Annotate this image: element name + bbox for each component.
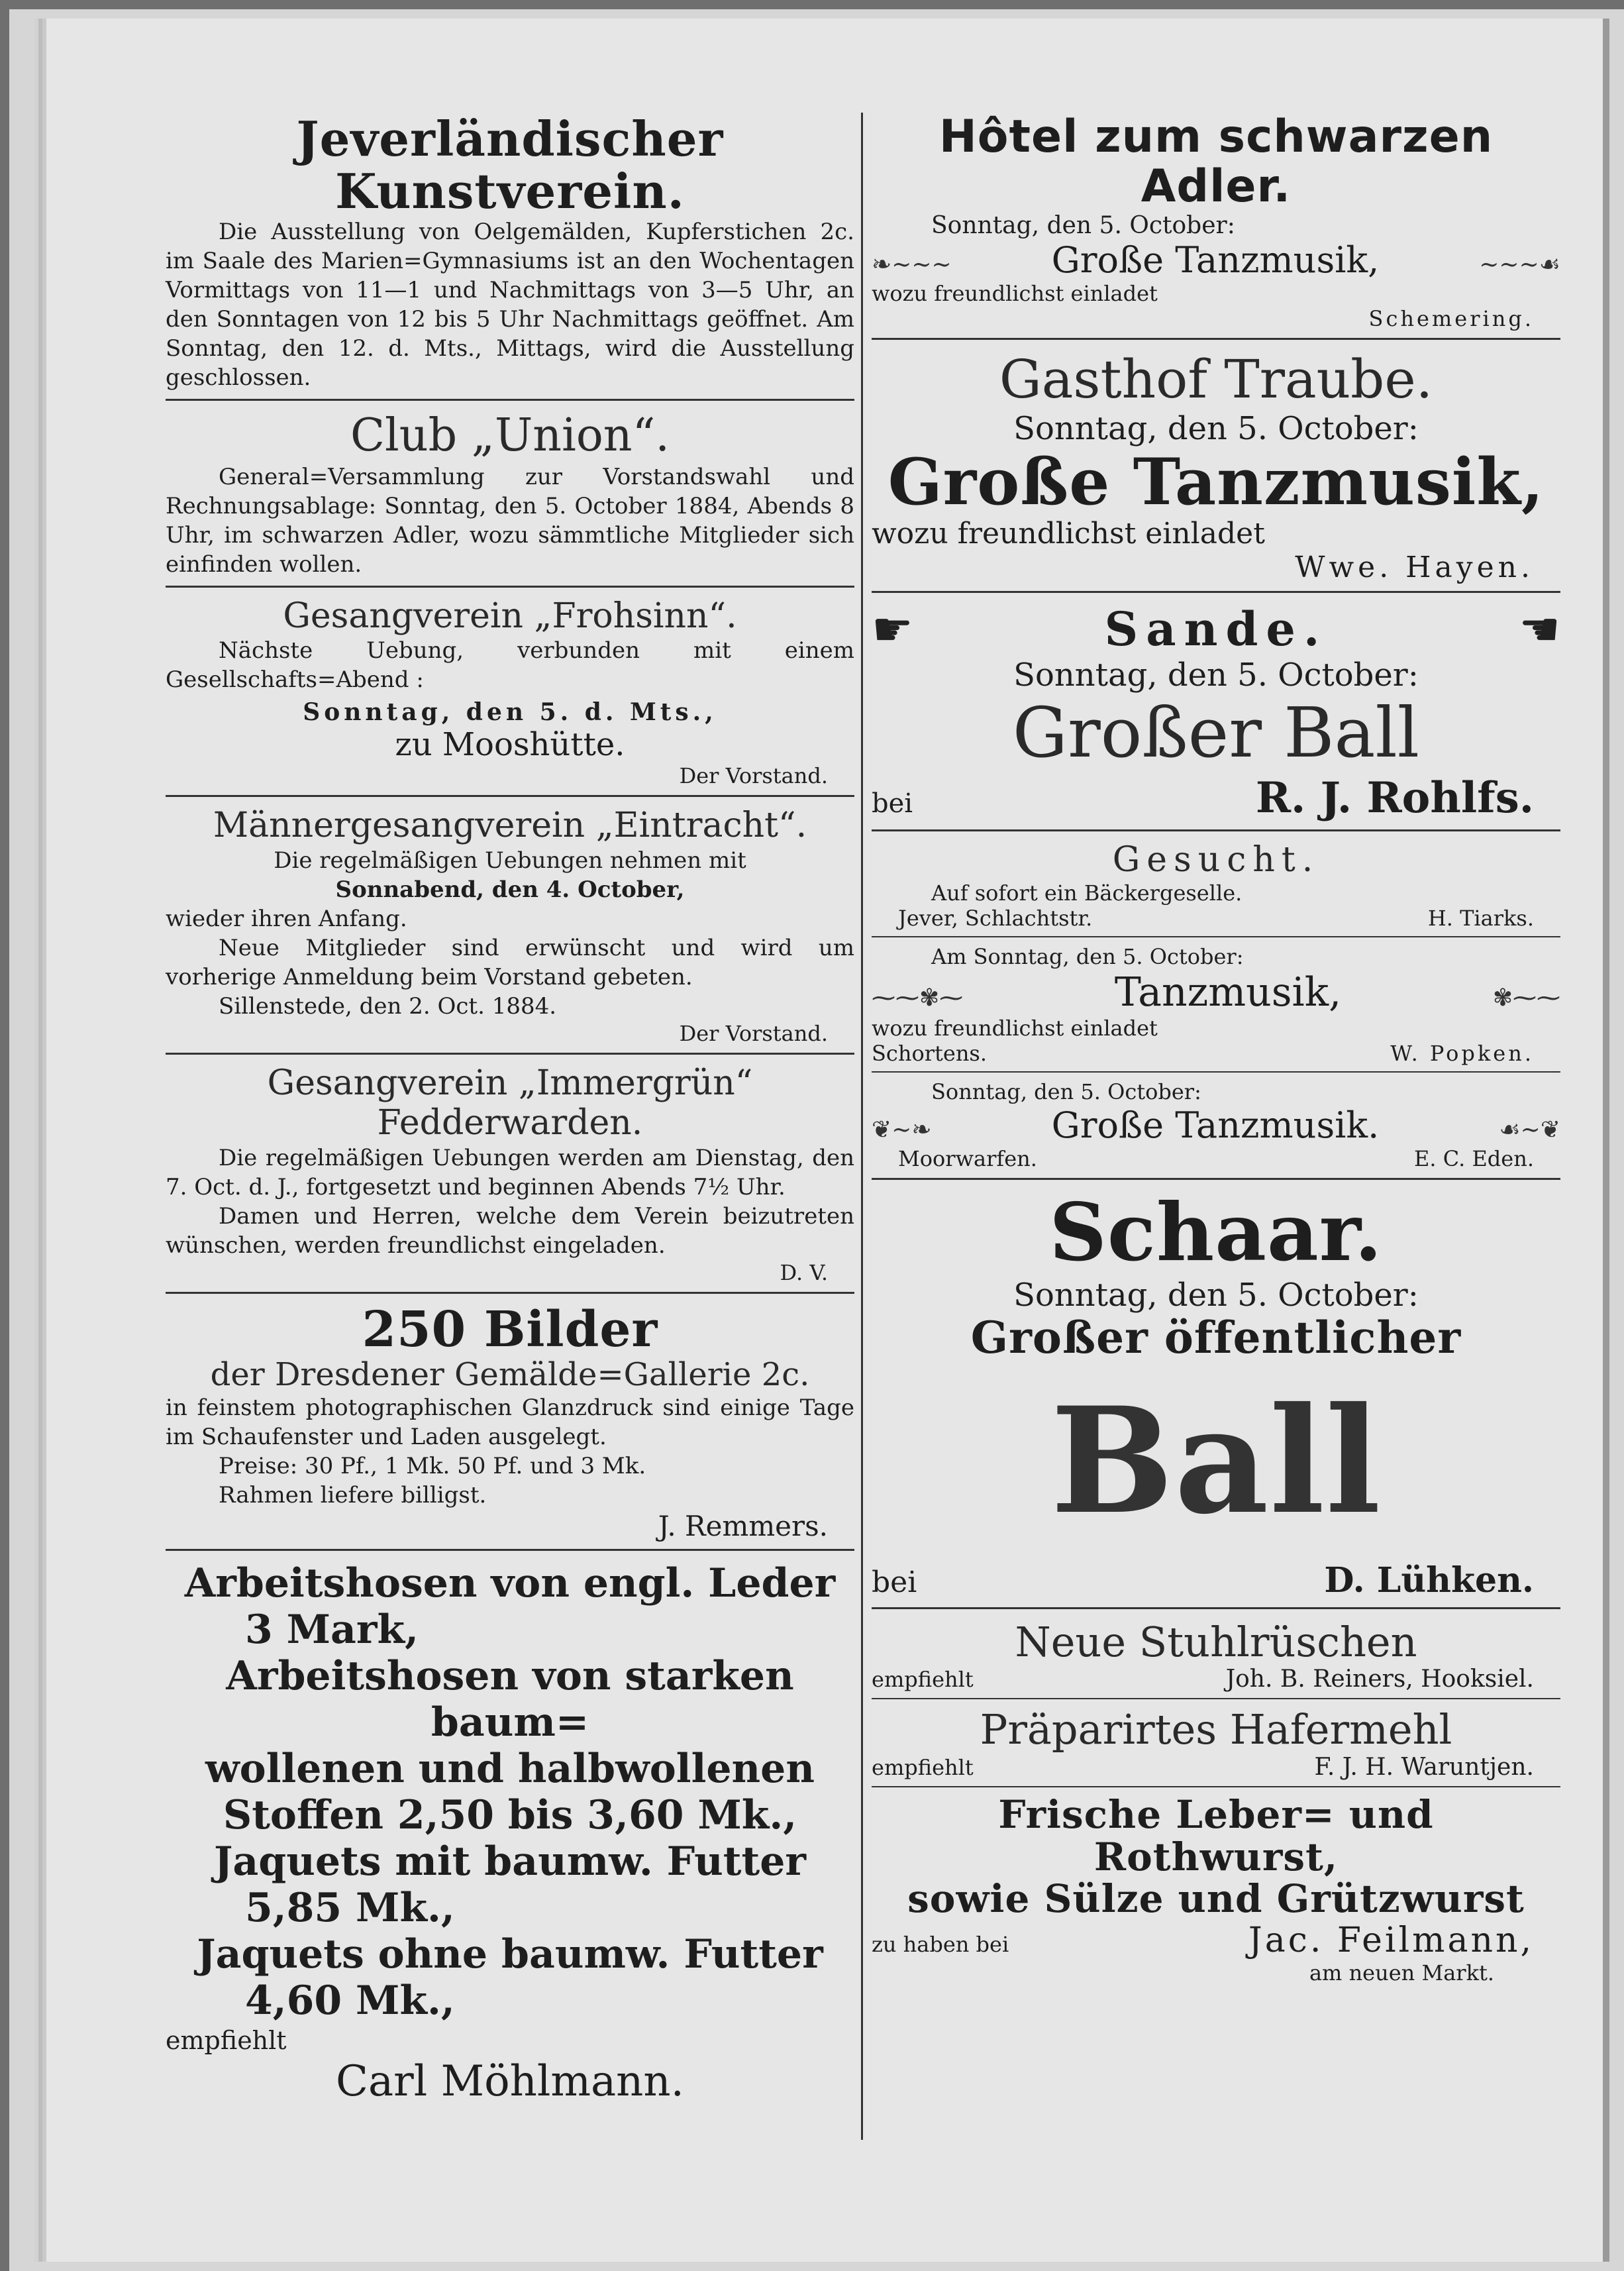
ad-place: Jever, Schlachtstr. <box>898 905 1093 931</box>
ad-recommends: empfiehlt <box>166 2026 287 2056</box>
ad-sig-row <box>872 1921 1560 1960</box>
ad-immergruen <box>166 1064 854 1285</box>
ad-line: Stoffen 2,50 bis 3,60 Mk., <box>223 1792 797 1839</box>
ad-traube <box>872 349 1560 585</box>
ad-line: 4,60 Mk., <box>245 1978 455 2025</box>
ad-signature: Schemering. <box>1368 305 1534 331</box>
ad-line: 3 Mark, <box>245 1607 419 1654</box>
ad-signature: E. C. Eden. <box>1414 1145 1534 1171</box>
ad-address: am neuen Markt. <box>1309 1960 1494 1986</box>
ad-event-row <box>872 239 1560 281</box>
divider <box>166 795 854 797</box>
ornament-right-icon: ~~~☙ <box>1479 250 1560 278</box>
ad-date: Sonntag, den 5. October: <box>1013 1276 1419 1314</box>
ornament-left-icon: ❧~~~ <box>872 250 952 278</box>
ad-date: Sonntag, den 5. October: <box>1013 657 1419 694</box>
ad-frohsinn <box>166 597 854 789</box>
ad-event: Große Tanzmusik, <box>888 444 1545 519</box>
ad-sig-row <box>872 1146 1560 1171</box>
page-edge <box>1603 19 1609 2262</box>
ad-stuhlrueschen <box>872 1618 1560 1693</box>
divider <box>872 936 1560 937</box>
ad-invite: wozu freundlichst einladet <box>872 517 1265 551</box>
divider <box>872 1607 1560 1609</box>
ad-line: Die regelmäßigen Uebungen nehmen mit <box>274 847 746 874</box>
divider <box>166 1549 854 1551</box>
ad-eintracht <box>166 806 854 1046</box>
ad-host-row <box>872 773 1560 823</box>
ad-gesucht <box>872 841 1560 931</box>
divider <box>166 1292 854 1294</box>
divider <box>872 1178 1560 1180</box>
ad-schaar <box>872 1185 1560 1601</box>
divider <box>872 338 1560 340</box>
ornament-right-icon: ☙~❦ <box>1499 1116 1560 1143</box>
ad-title: 250 Bilder <box>362 1300 658 1358</box>
divider <box>166 1053 854 1055</box>
ad-event: Tanzmusik, <box>1114 969 1342 1016</box>
ornament-right-icon: ✾⁓⁓ <box>1492 984 1560 1012</box>
ad-signature: Carl Möhlmann. <box>336 2057 684 2107</box>
ad-wurst <box>872 1791 1560 1986</box>
ad-frames: Rahmen liefere billigst. <box>219 1482 487 1509</box>
divider <box>166 586 854 588</box>
ad-signature: Joh. B. Reiners, Hooksiel. <box>1225 1665 1534 1693</box>
ad-body: Damen und Herren, welche dem Verein beizutreten wünschen, werden freundlichst eingeladen. <box>166 1202 854 1259</box>
ad-big-word: Ball <box>1050 1375 1382 1547</box>
ad-event-row <box>872 969 1560 1016</box>
ad-line: 5,85 Mk., <box>245 1885 455 1932</box>
ad-prices: Preise: 30 Pf., 1 Mk. 50 Pf. und 3 Mk. <box>219 1453 646 1480</box>
ad-place: Moorwarfen. <box>898 1145 1037 1171</box>
ad-title: Jeverländischer Kunstverein. <box>296 111 724 220</box>
ad-line: wieder ihren Anfang. <box>166 906 407 933</box>
ad-adler <box>872 113 1560 331</box>
ad-body: Die regelmäßigen Uebungen werden am Dienstag, den 7. Oct. d. J., fortgesetzt und beginnen Abends 7½ Uhr. <box>166 1144 854 1200</box>
ad-title: Gesangverein „Immergrün“ <box>267 1063 753 1104</box>
ad-recommends: empfiehlt <box>872 1667 974 1693</box>
column-divider <box>861 113 863 2140</box>
ad-title: Schaar. <box>1049 1185 1383 1279</box>
ad-signature: D. V. <box>780 1259 828 1285</box>
ad-title: Hôtel zum schwarzen Adler. <box>939 111 1494 213</box>
ad-line: Arbeitshosen von engl. Leder <box>184 1560 836 1607</box>
ad-at: zu haben bei <box>872 1932 1009 1958</box>
ad-title: Gesucht. <box>1112 839 1320 880</box>
ad-title: Gesangverein „Frohsinn“. <box>283 596 737 636</box>
ad-date: Sonntag, den 5. d. Mts., <box>303 698 717 727</box>
ad-body: Die Ausstellung von Oelgemälden, Kupferstichen 2c. im Saale des Marien=Gymnasiums ist an den Wochentagen Vormittags von 11—1 und Nachmittags von 3—5 Uhr, an den Sonntagen von 12 bis 5 Uhr Nachmittags geöffnet. Am Sonntag, den 12. d. Mts., Mittags, wird die Ausstellung geschlossen. <box>166 219 854 392</box>
divider <box>872 1786 1560 1787</box>
ad-line: sowie Sülze und Grützwurst <box>907 1876 1525 1922</box>
ad-signature: F. J. H. Waruntjen. <box>1314 1753 1534 1781</box>
ad-body: Auf sofort ein Bäckergeselle. <box>931 880 1243 906</box>
ornament-left-icon: ⁓⁓✾⁓ <box>872 984 964 1012</box>
divider <box>166 399 854 401</box>
ad-subtitle: der Dresdener Gemälde=Gallerie 2c. <box>210 1356 810 1394</box>
ad-body: Nächste Uebung, verbunden mit einem Gesellschafts=Abend : <box>166 637 854 694</box>
divider <box>872 829 1560 831</box>
ad-event: Große Tanzmusik. <box>1051 1104 1380 1146</box>
ad-invite: wozu freundlichst einladet <box>872 1015 1158 1041</box>
ad-at: bei <box>872 788 913 819</box>
ad-title: Neue Stuhlrüschen <box>1015 1618 1417 1667</box>
ad-date: Sonntag, den 5. October: <box>931 211 1235 239</box>
ad-club-union <box>166 410 854 578</box>
ad-event: Großer Ball <box>1012 692 1420 774</box>
ad-title: Männergesangverein „Eintracht“. <box>213 806 807 846</box>
ad-place: Schortens. <box>872 1040 988 1066</box>
ad-signature: Wwe. Hayen. <box>1295 551 1534 585</box>
ad-sig-row <box>872 906 1560 931</box>
ad-host: R. J. Rohlfs. <box>1255 772 1534 823</box>
ad-recommends: empfiehlt <box>872 1754 974 1780</box>
ad-date: Am Sonntag, den 5. October: <box>931 943 1244 969</box>
ad-place: zu Mooshütte. <box>395 726 625 764</box>
ad-sig-row <box>872 1041 1560 1066</box>
ad-body: Neue Mitglieder sind erwünscht und wird um vorherige Anmeldung beim Vorstand gebeten. <box>166 935 854 991</box>
ad-signature: Jac. Feilmann, <box>1248 1921 1534 1961</box>
ad-jeverland <box>166 113 854 392</box>
divider <box>872 1071 1560 1073</box>
ad-title: Club „Union“. <box>350 409 670 462</box>
ad-hafermehl <box>872 1706 1560 1780</box>
ad-date: Sonntag, den 5. October: <box>931 1079 1201 1104</box>
ornament-left-icon: ❦~❧ <box>872 1116 932 1143</box>
ad-title: Präparirtes Hafermehl <box>980 1705 1452 1754</box>
ad-at: bei <box>872 1565 917 1600</box>
ad-signature: W. Popken. <box>1390 1040 1534 1066</box>
right-column <box>872 113 1560 1985</box>
ad-line: Jaquets mit baumw. Futter <box>214 1838 806 1885</box>
ad-line: wollenen und halbwollenen <box>205 1746 815 1793</box>
ad-title-row <box>872 602 1560 657</box>
ad-sig-row <box>872 1754 1560 1781</box>
ad-title: Gasthof Traube. <box>999 348 1433 410</box>
ad-schortens <box>872 944 1560 1066</box>
ad-sig-row <box>872 1665 1560 1693</box>
ad-line: Frische Leber= und Rothwurst, <box>998 1791 1434 1879</box>
ad-host: D. Lühken. <box>1324 1560 1534 1601</box>
ad-signature: Der Vorstand. <box>679 1021 828 1047</box>
pointing-hand-left-icon: ☚ <box>1519 602 1560 657</box>
ad-moorwarfen <box>872 1079 1560 1171</box>
ad-event-row <box>872 1104 1560 1146</box>
ad-body: in feinstem photographischen Glanzdruck sind einige Tage im Schaufenster und Laden ausgelegt. <box>166 1395 854 1451</box>
ad-body: General=Versammlung zur Vorstandswahl und Rechnungsablage: Sonntag, den 5. October 1884, Abends 8 Uhr, im schwarzen Adler, wozu sämmtliche Mitglieder sich einfinden wollen. <box>166 463 854 578</box>
ad-signature: J. Remmers. <box>658 1510 828 1543</box>
ad-event: Große Tanzmusik, <box>1051 238 1380 281</box>
ad-event: Großer öffentlicher <box>970 1311 1462 1363</box>
divider <box>872 591 1560 593</box>
ad-line: Sonnabend, den 4. October, <box>335 876 685 904</box>
ad-bilder <box>166 1300 854 1543</box>
ad-place-date: Sillenstede, den 2. Oct. 1884. <box>219 993 557 1020</box>
ad-arbeitshosen <box>166 1560 854 2106</box>
ad-line: Jaquets ohne baumw. Futter <box>197 1931 823 1978</box>
ad-signature: Der Vorstand. <box>679 763 828 789</box>
ad-title: Sande. <box>1104 602 1328 657</box>
divider <box>872 1698 1560 1699</box>
ad-subtitle: Fedderwarden. <box>377 1102 643 1143</box>
ad-host-row <box>872 1560 1560 1601</box>
ad-sande <box>872 602 1560 823</box>
left-column <box>166 113 854 2106</box>
ad-line: Arbeitshosen von starken baum= <box>226 1653 794 1746</box>
ad-date: Sonntag, den 5. October: <box>1013 409 1419 447</box>
ad-invite: wozu freundlichst einladet <box>872 280 1158 306</box>
ad-signature: H. Tiarks. <box>1427 905 1534 931</box>
pointing-hand-right-icon: ☛ <box>872 602 913 657</box>
